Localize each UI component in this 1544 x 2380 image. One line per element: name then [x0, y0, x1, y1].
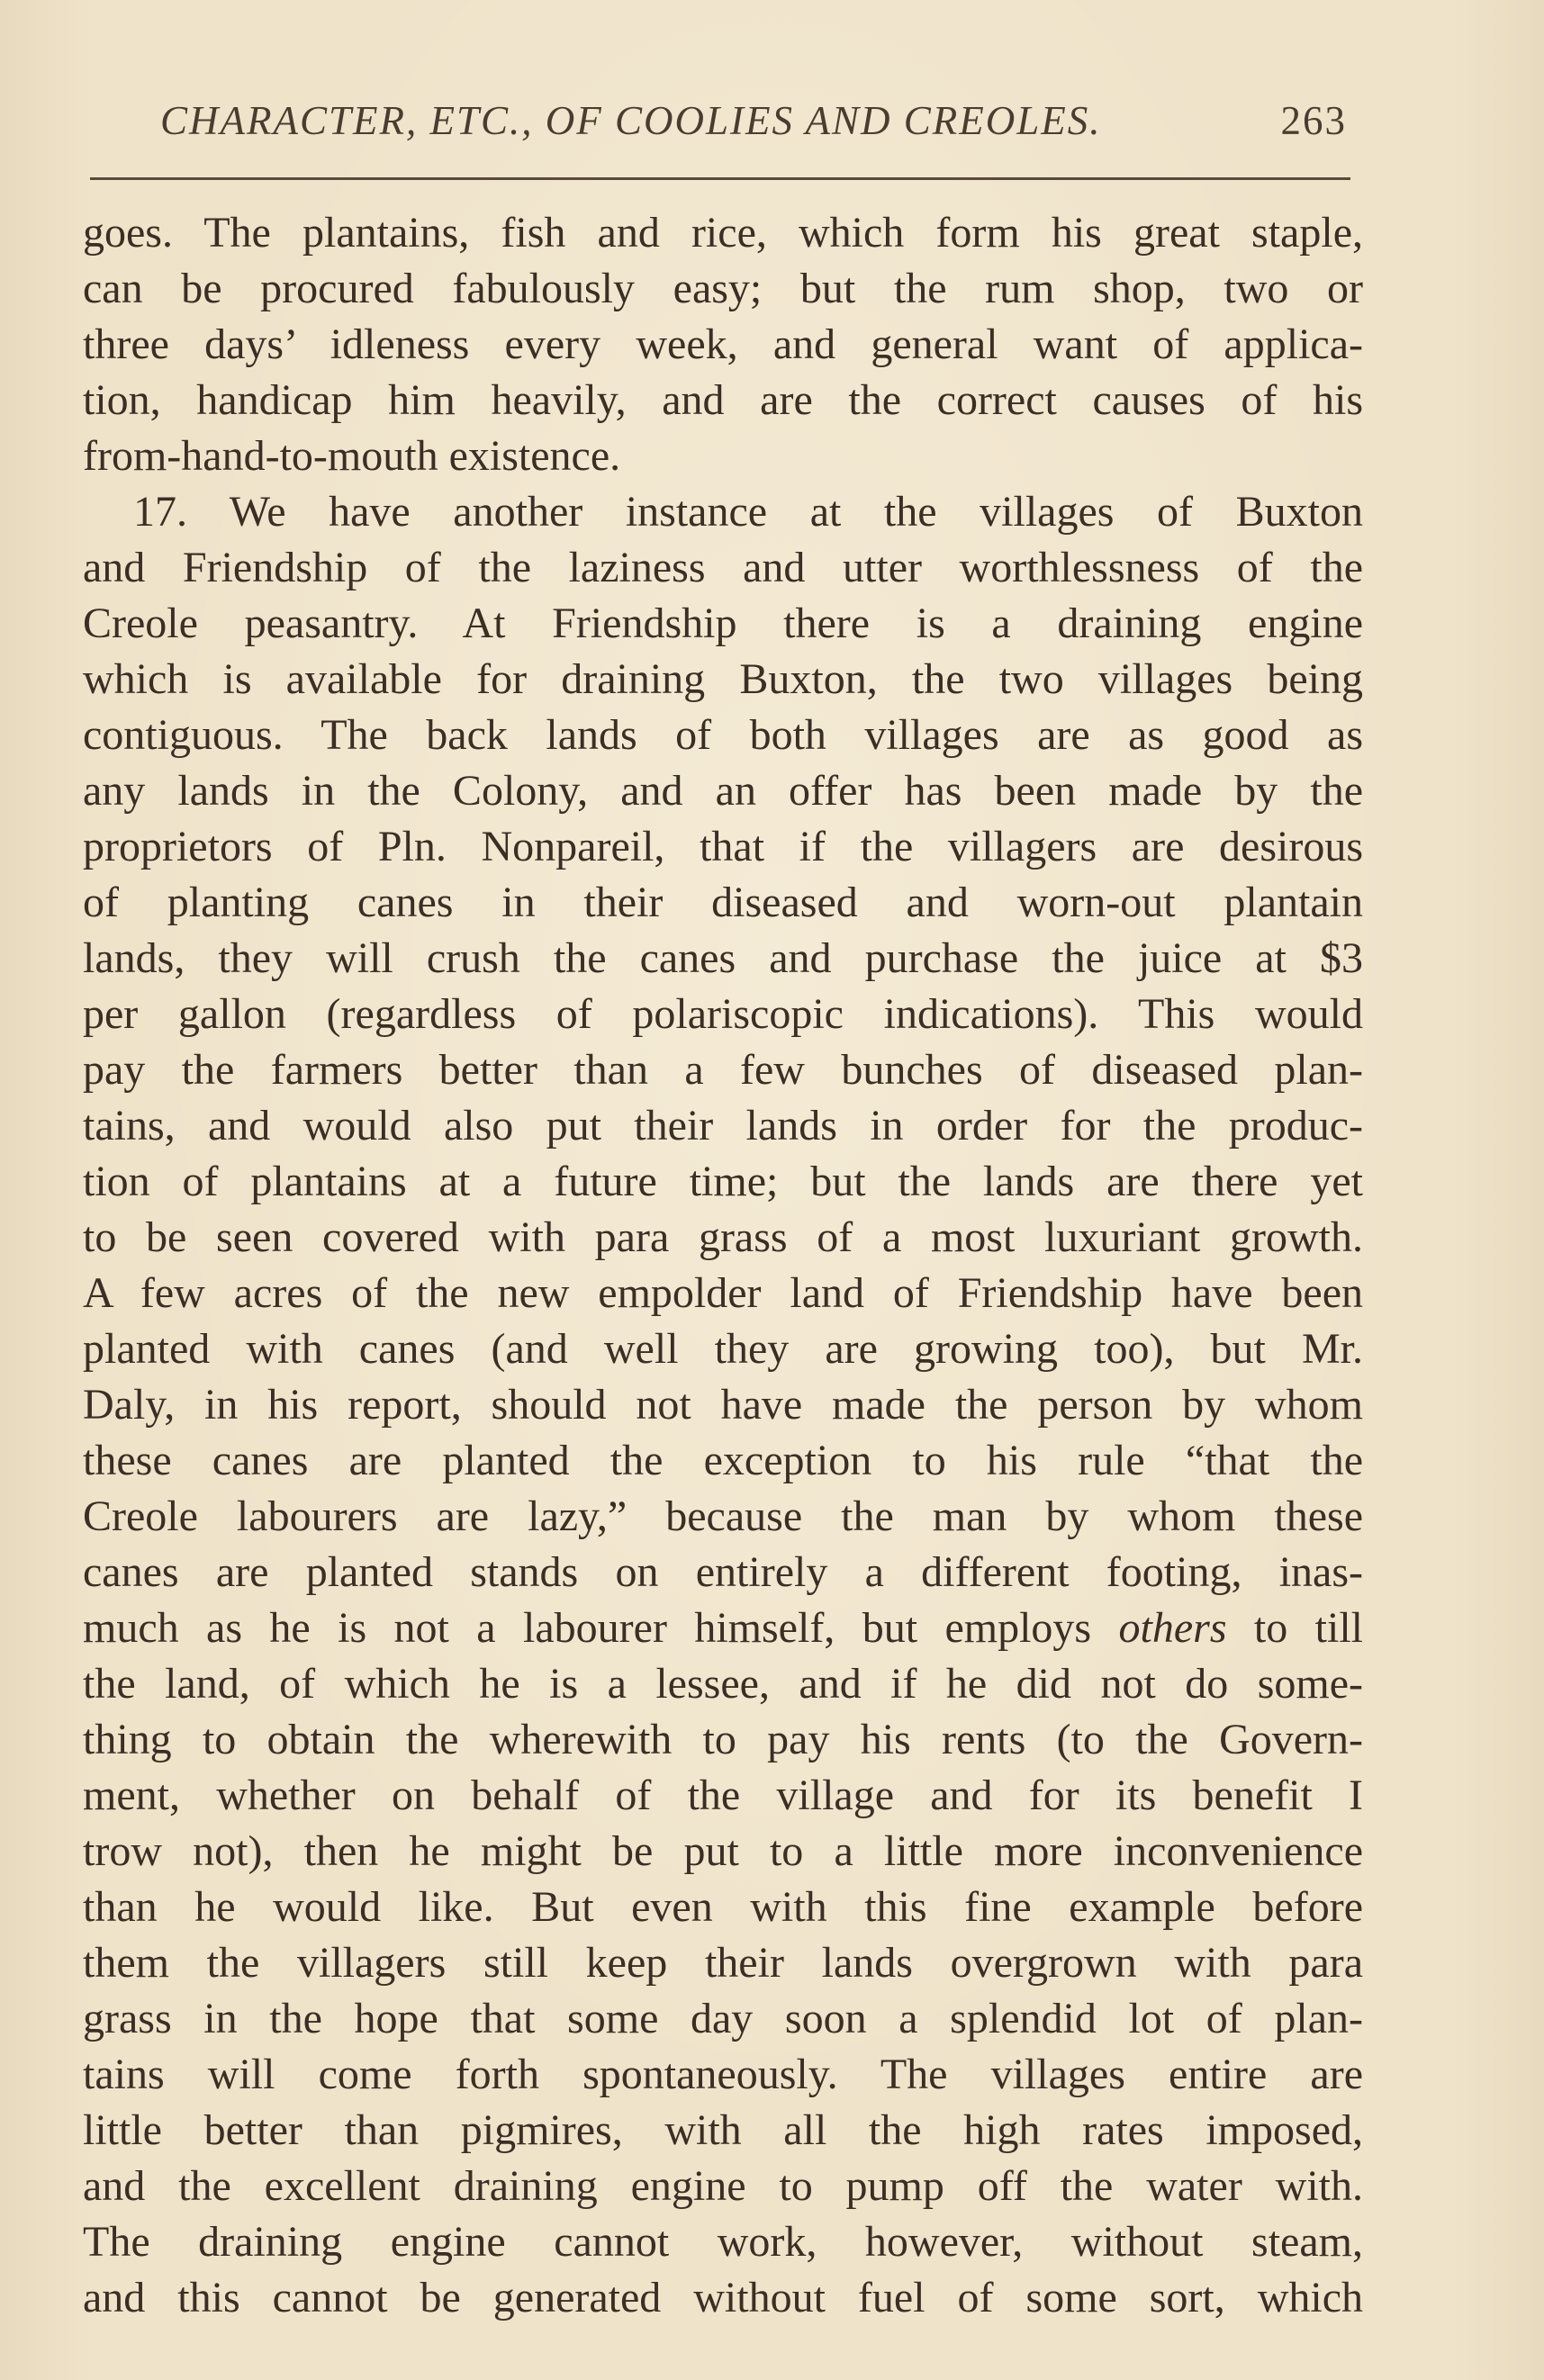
text-line: ment, whether on behalf of the village and for its benefit I: [83, 1771, 1363, 1819]
text-line: goes. The plantains, fish and rice, which form his great staple,: [83, 209, 1363, 257]
text-line: much as he is not a labourer himself, but employs others to till: [83, 1604, 1363, 1652]
text-line: Creole labourers are lazy,” because the man by whom these: [83, 1492, 1363, 1540]
header-rule: [90, 177, 1350, 180]
text-line: tion of plantains at a future time; but the lands are there yet: [83, 1158, 1363, 1205]
text-line: thing to obtain the wherewith to pay his rents (to the Govern-: [83, 1716, 1363, 1763]
text-line: tion, handicap him heavily, and are the correct causes of his: [83, 376, 1363, 424]
text-line: from-hand-to-mouth existence.: [83, 432, 621, 480]
text-line: pay the farmers better than a few bunches of diseased plan-: [83, 1046, 1363, 1094]
text-line: can be procured fabulously easy; but the rum shop, two or: [83, 265, 1363, 312]
text-line: and Friendship of the laziness and utter worthlessness of the: [83, 544, 1363, 591]
text-line: per gallon (regardless of polariscopic indications). This would: [83, 990, 1363, 1038]
running-head: [160, 97, 1347, 151]
text-line: contiguous. The back lands of both villages are as good as: [83, 711, 1363, 759]
text-line: 17. We have another instance at the villages of Buxton: [133, 488, 1363, 536]
text-line: Daly, in his report, should not have made the person by whom: [83, 1381, 1363, 1429]
text-line: canes are planted stands on entirely a different footing, inas-: [83, 1548, 1363, 1596]
text-line: any lands in the Colony, and an offer has been made by the: [83, 767, 1363, 815]
page-number: 263: [1280, 98, 1347, 143]
text-line: planted with canes (and well they are growing too), but Mr.: [83, 1325, 1363, 1373]
text-line: than he would like. But even with this fine example before: [83, 1883, 1363, 1931]
text-line: them the villagers still keep their lands overgrown with para: [83, 1939, 1363, 1987]
text-line: to be seen covered with para grass of a most luxuriant growth.: [83, 1213, 1363, 1261]
text-line: the land, of which he is a lessee, and if he did not do some-: [83, 1660, 1363, 1708]
text-line: The draining engine cannot work, however, without steam,: [83, 2218, 1363, 2266]
text-line: of planting canes in their diseased and worn-out plantain: [83, 879, 1363, 926]
text-line: proprietors of Pln. Nonpareil, that if the villagers are desirous: [83, 823, 1363, 870]
text-line: trow not), then he might be put to a little more inconvenience: [83, 1827, 1363, 1875]
body-text: [83, 205, 1363, 2326]
text-line: three days’ idleness every week, and general want of applica-: [83, 320, 1363, 368]
text-line: tains, and would also put their lands in order for the produc-: [83, 1102, 1363, 1149]
text-line: grass in the hope that some day soon a splendid lot of plan-: [83, 1995, 1363, 2042]
text-line: lands, they will crush the canes and purchase the juice at $3: [83, 934, 1363, 982]
emphasis: others: [1118, 1604, 1227, 1652]
text-line: and the excellent draining engine to pump off the water with.: [83, 2162, 1363, 2210]
text-line: which is available for draining Buxton, the two villages being: [83, 655, 1363, 703]
text-line: tains will come forth spontaneously. The villages entire are: [83, 2051, 1363, 2098]
running-head-title: CHARACTER, ETC., OF COOLIES AND CREOLES.: [160, 98, 1102, 143]
text-line: Creole peasantry. At Friendship there is a draining engine: [83, 600, 1363, 647]
text-line: A few acres of the new empolder land of Friendship have been: [83, 1269, 1363, 1317]
text-line: these canes are planted the exception to his rule “that the: [83, 1437, 1363, 1484]
text-line: and this cannot be generated without fuel of some sort, which: [83, 2274, 1363, 2321]
text-line: little better than pigmires, with all the high rates imposed,: [83, 2106, 1363, 2154]
